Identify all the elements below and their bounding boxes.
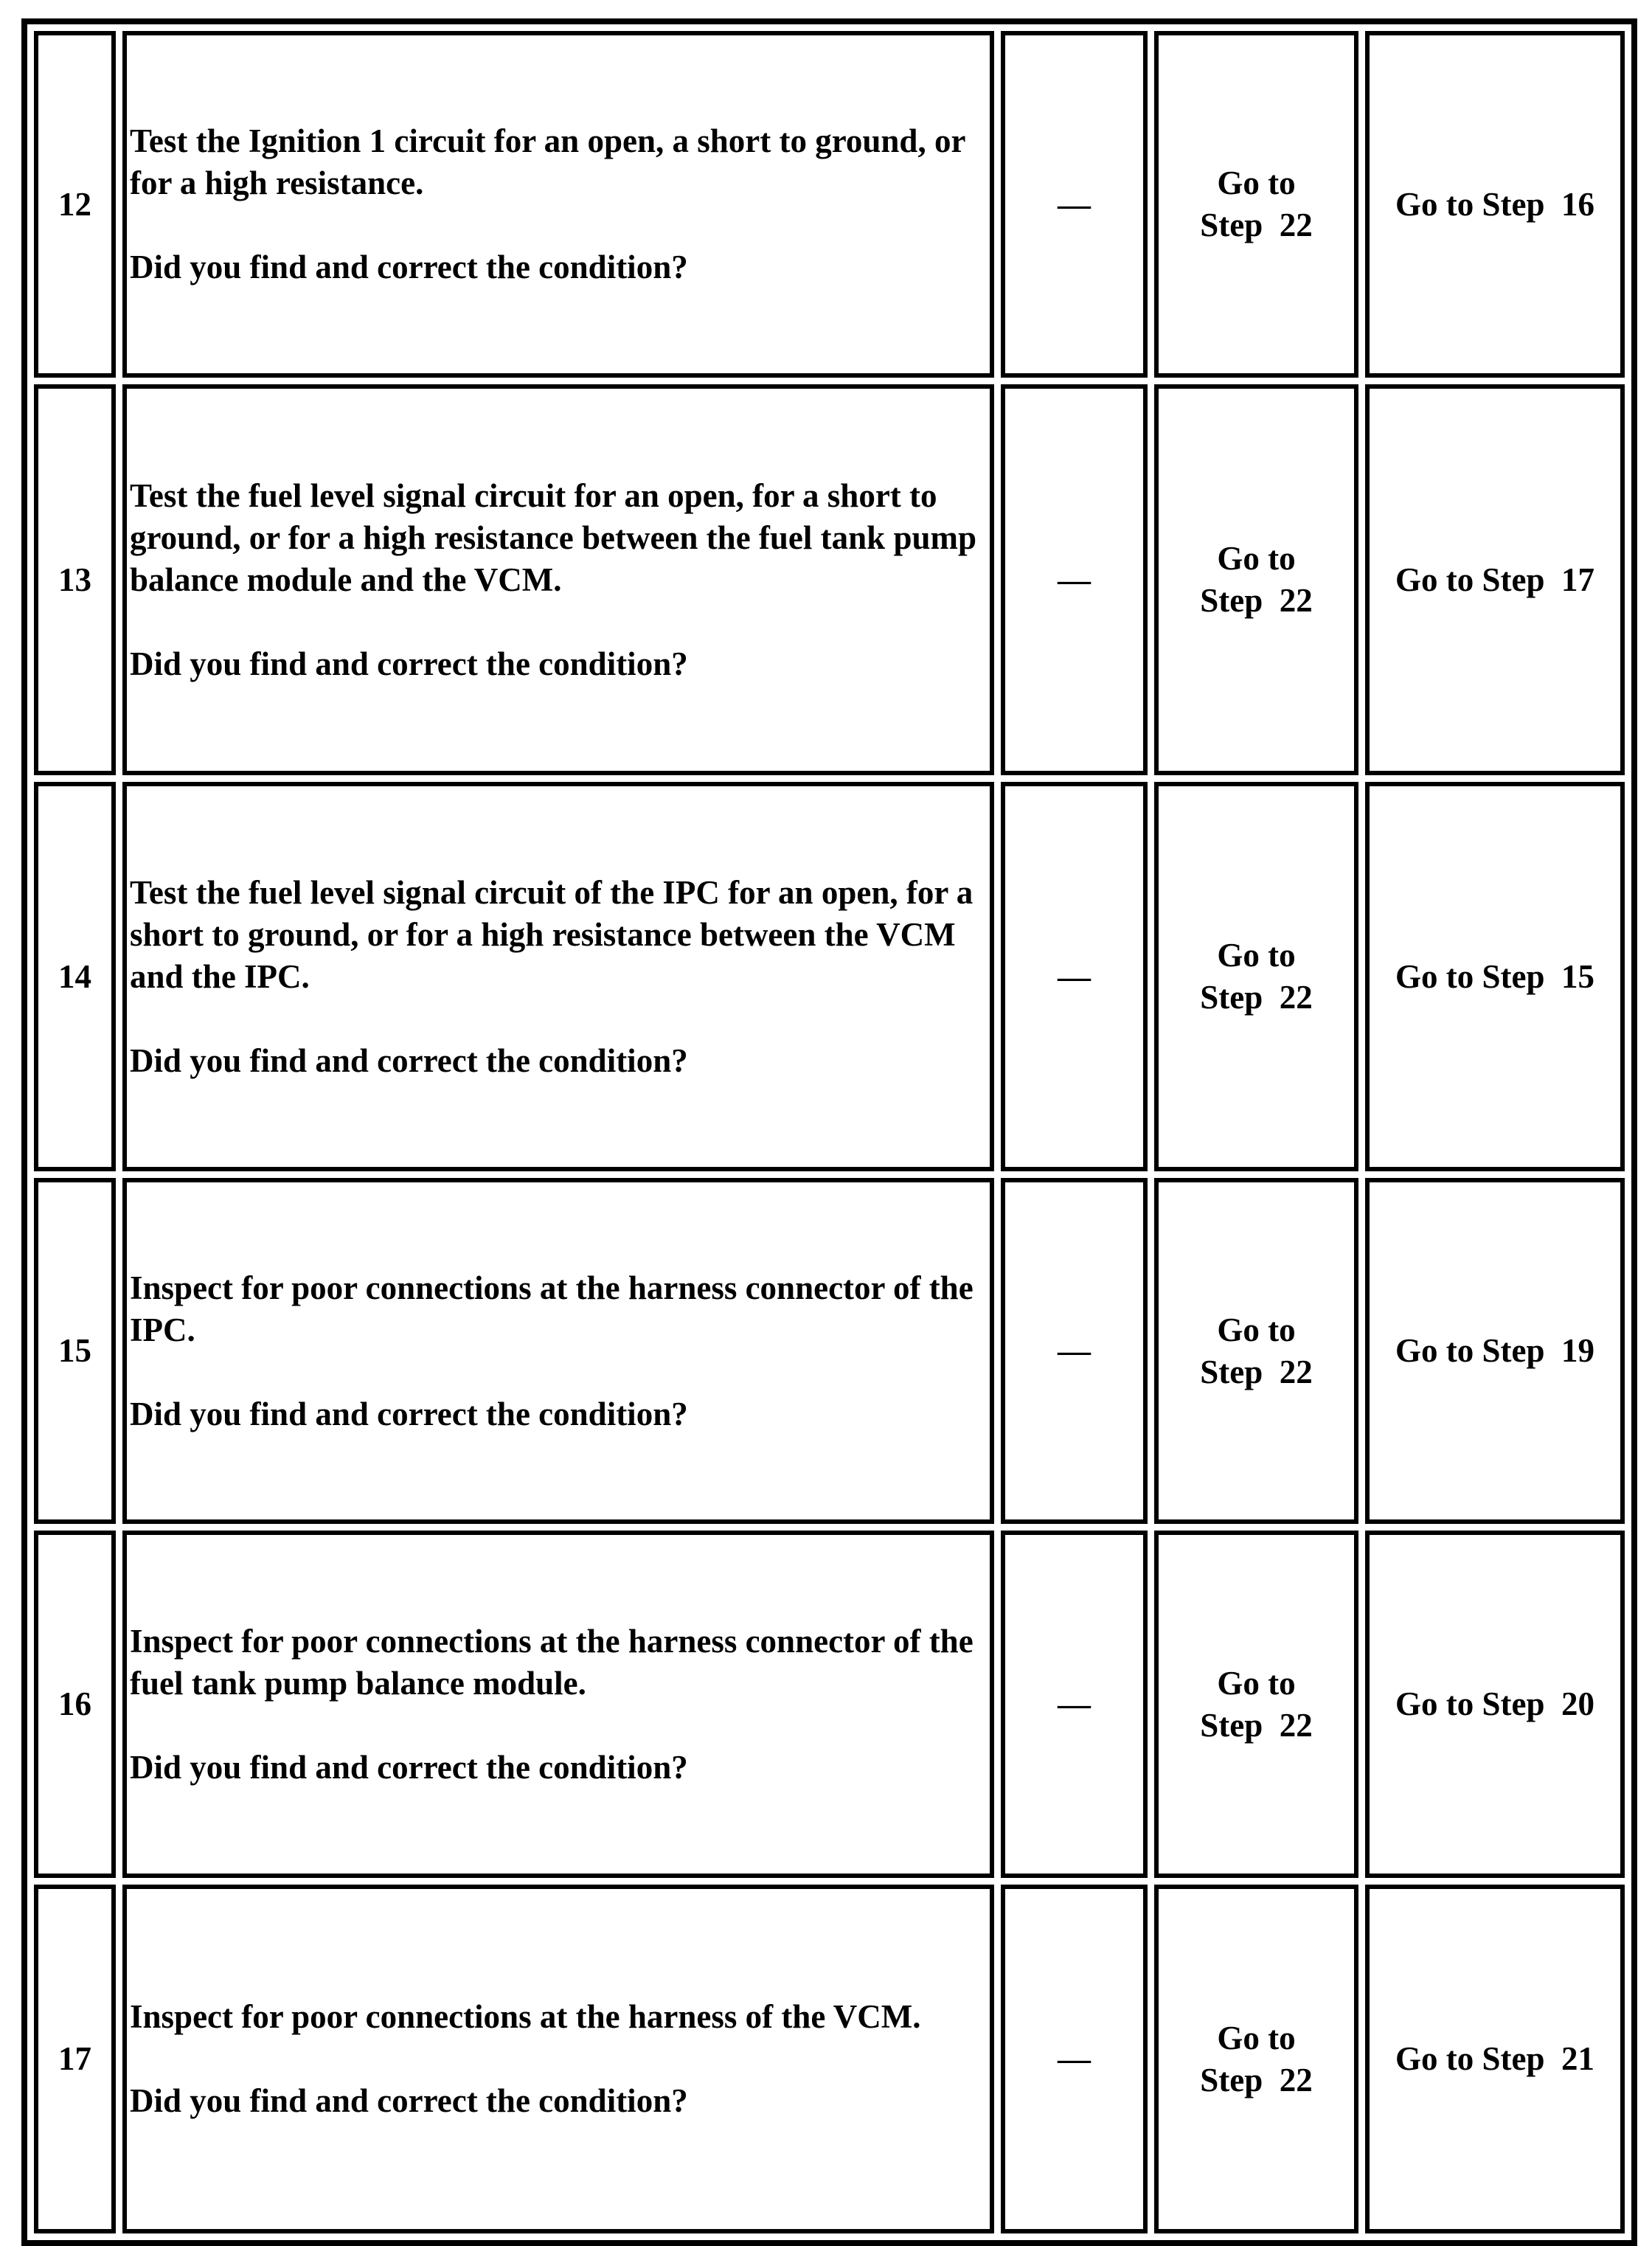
yes-action <box>1154 1531 1358 1878</box>
yes-action-line2: Step 22 <box>1200 979 1313 1016</box>
no-action: Go to Step 20 <box>1365 1531 1625 1878</box>
table-row <box>34 1178 1625 1524</box>
yes-action-line2: Step 22 <box>1200 582 1313 619</box>
yes-action <box>1154 1178 1358 1524</box>
step-action <box>122 384 994 775</box>
step-value: — <box>1001 782 1148 1171</box>
step-value: — <box>1001 384 1148 775</box>
step-value: — <box>1001 1531 1148 1878</box>
step-action <box>122 782 994 1171</box>
yes-action <box>1154 31 1358 378</box>
step-instruction: Test the fuel level signal circuit of the IPC for an open, for a short to ground, or for a high resistance between the VCM and the IPC. <box>130 873 974 995</box>
step-number: 15 <box>34 1178 116 1524</box>
step-value: — <box>1001 31 1148 378</box>
yes-action-line1: Go to <box>1217 1311 1296 1348</box>
step-value: — <box>1001 1178 1148 1524</box>
step-number: 17 <box>34 1885 116 2233</box>
step-number: 14 <box>34 782 116 1171</box>
no-action: Go to Step 16 <box>1365 31 1625 378</box>
step-instruction: Test the fuel level signal circuit for an open, for a short to ground, or for a high resistance between the fuel tank pump balance module and the VCM. <box>130 476 977 598</box>
step-action <box>122 1531 994 1878</box>
yes-action <box>1154 1885 1358 2233</box>
step-question: Did you find and correct the condition? <box>130 249 688 285</box>
step-instruction: Inspect for poor connections at the harness connector of the fuel tank pump balance module. <box>130 1622 974 1702</box>
step-question: Did you find and correct the condition? <box>130 2082 688 2119</box>
step-question: Did you find and correct the condition? <box>130 1395 688 1432</box>
yes-action-line2: Step 22 <box>1200 207 1313 243</box>
no-action: Go to Step 19 <box>1365 1178 1625 1524</box>
yes-action-line1: Go to <box>1217 1664 1296 1702</box>
step-instruction: Inspect for poor connections at the harness connector of the IPC. <box>130 1269 974 1348</box>
step-instruction: Test the Ignition 1 circuit for an open, a short to ground, or for a high resistance. <box>130 122 965 201</box>
table-row <box>34 1885 1625 2233</box>
step-number: 13 <box>34 384 116 775</box>
step-action <box>122 1178 994 1524</box>
yes-action-line2: Step 22 <box>1200 1706 1313 1744</box>
yes-action-line1: Go to <box>1217 164 1296 201</box>
no-action: Go to Step 17 <box>1365 384 1625 775</box>
table-row <box>34 384 1625 775</box>
yes-action <box>1154 384 1358 775</box>
step-instruction: Inspect for poor connections at the harness of the VCM. <box>130 1998 921 2035</box>
no-action: Go to Step 15 <box>1365 782 1625 1171</box>
step-action <box>122 31 994 378</box>
step-question: Did you find and correct the condition? <box>130 1748 688 1786</box>
table-row <box>34 31 1625 378</box>
yes-action-line1: Go to <box>1217 937 1296 974</box>
step-action <box>122 1885 994 2233</box>
yes-action <box>1154 782 1358 1171</box>
yes-action-line1: Go to <box>1217 540 1296 577</box>
diagnostic-steps-table <box>21 18 1637 2246</box>
step-number: 16 <box>34 1531 116 1878</box>
yes-action-line1: Go to <box>1217 2019 1296 2056</box>
step-question: Did you find and correct the condition? <box>130 1041 688 1079</box>
step-question: Did you find and correct the condition? <box>130 645 688 682</box>
yes-action-line2: Step 22 <box>1200 1353 1313 1390</box>
table-row <box>34 1531 1625 1878</box>
table-row <box>34 782 1625 1171</box>
no-action: Go to Step 21 <box>1365 1885 1625 2233</box>
step-value: — <box>1001 1885 1148 2233</box>
step-number: 12 <box>34 31 116 378</box>
yes-action-line2: Step 22 <box>1200 2061 1313 2098</box>
